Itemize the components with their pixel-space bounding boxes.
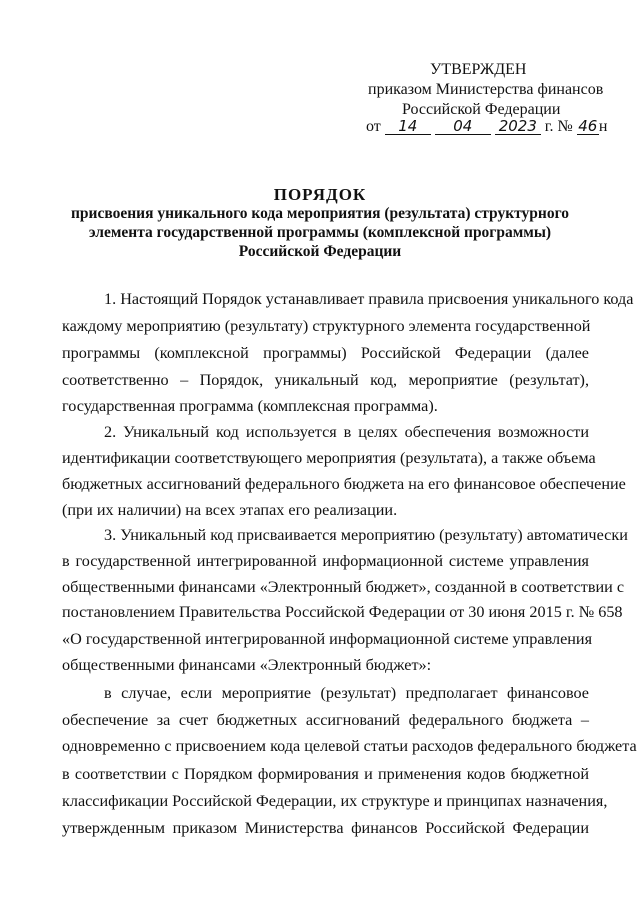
body-line: одновременно с присвоением кода целевой статьи расходов федерального бюджета <box>62 737 637 755</box>
body-line: в соответствии с Порядком формирования и применения кодов бюджетной <box>62 765 589 783</box>
document-heading: ПОРЯДОК <box>273 185 367 204</box>
body-line: общественными финансами «Электронный бюджет», созданной в соответствии с <box>62 578 625 596</box>
approval-month: 04 <box>435 118 491 135</box>
body-line: «О государственной интегрированной информационной системе управления <box>62 630 593 648</box>
approval-number: 46 <box>578 117 598 135</box>
approval-day: 14 <box>385 118 431 135</box>
approval-date-prefix: от <box>366 118 381 135</box>
body-line: 1. Настоящий Порядок устанавливает правила присвоения уникального кода <box>104 290 634 308</box>
body-line: государственная программа (комплексная программа). <box>62 397 438 415</box>
body-line: 3. Уникальный код присваивается мероприятию (результату) автоматически <box>104 526 628 544</box>
body-line: постановлением Правительства Российской Федерации от 30 июня 2015 г. № 658 <box>62 603 623 621</box>
body-line: общественными финансами «Электронный бюджет»: <box>62 656 432 674</box>
body-line: соответственно – Порядок, уникальный код, мероприятие (результат), <box>62 371 589 389</box>
document-subtitle-line1: присвоения уникального кода мероприятия (результата) структурного <box>70 205 569 222</box>
body-line: бюджетных ассигнований федерального бюджета на его финансовое обеспечение <box>62 475 626 493</box>
body-line: обеспечение за счет бюджетных ассигнований федерального бюджета – <box>62 711 589 729</box>
approval-number-suffix: н <box>598 118 608 135</box>
body-line: утвержденным приказом Министерства финансов Российской Федерации <box>62 819 589 837</box>
approval-year: 2023 <box>495 118 541 135</box>
document-subtitle-line2: элемента государственной программы (комплексной программы) <box>88 224 552 241</box>
approval-title: УТВЕРЖДЕН <box>430 61 527 78</box>
body-line: (при их наличии) на всех этапах его реализации. <box>62 501 398 519</box>
body-line: в случае, если мероприятие (результат) предполагает финансовое <box>104 684 589 702</box>
body-line: классификации Российской Федерации, их структуре и принципах назначения, <box>62 792 608 810</box>
document-subtitle-line3: Российской Федерации <box>238 243 402 260</box>
body-line: программы (комплексной программы) Российской Федерации (далее <box>62 344 589 362</box>
approval-authority: приказом Министерства финансов <box>368 81 604 98</box>
approval-year-suffix: г. № <box>544 118 573 135</box>
body-line: 2. Уникальный код используется в целях обеспечения возможности <box>104 423 589 441</box>
body-line: идентификации соответствующего мероприятия (результата), а также объема <box>62 449 596 467</box>
approval-date-line <box>366 117 607 137</box>
body-line: в государственной интегрированной информационной системе управления <box>62 552 589 570</box>
body-line: каждому мероприятию (результату) структурного элемента государственной <box>62 317 591 335</box>
approval-country: Российской Федерации <box>402 101 561 118</box>
